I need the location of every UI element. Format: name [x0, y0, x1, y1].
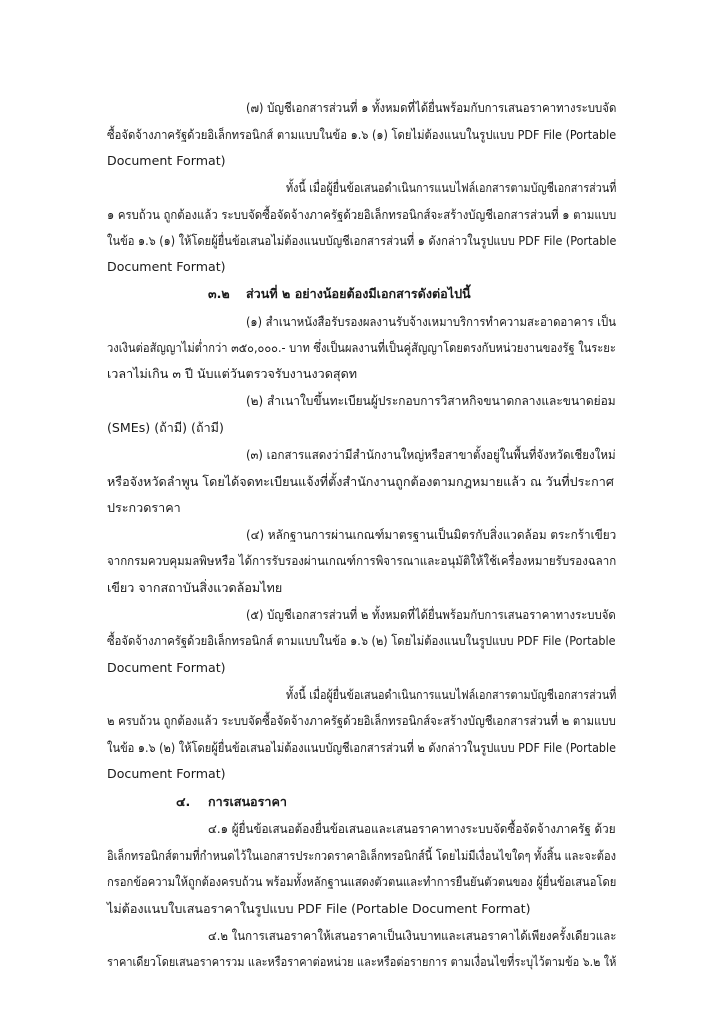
item-4-2-line-1: ๔.๒ ในการเสนอราคาให้เสนอราคาเป็นเงินบาทและเสนอราคาได้เพียงครั้งเดียวและ — [208, 928, 617, 943]
item-5-line-2: ซื้อจัดจ้างภาครัฐด้วยอิเล็กทรอนิกส์ ตามแบบในข้อ ๑.๖ (๒) โดยไม่ต้องแนบในรูปแบบ PDF File (Portable — [107, 633, 616, 648]
section-4-number: ๔. — [176, 794, 191, 809]
item-4-1-line-3: กรอกข้อความให้ถูกต้องครบถ้วน พร้อมทั้งหลักฐานแสดงตัวตนและทำการยืนยันตัวตนของ ผู้ยื่นข้อเสนอโดย — [107, 874, 617, 889]
item-4-line-1: (๔) หลักฐานการผ่านเกณฑ์มาตรฐานเป็นมิตรกับสิ่งแวดล้อม ตระกร้าเขียว — [246, 527, 617, 542]
item-4-2-line-2: ราคาเดียวโดยเสนอราคารวม และหรือราคาต่อหน่วย และหรือต่อรายการ ตามเงื่อนไขที่ระบุไว้ตามข้อ ๖.๒ ให้ — [107, 954, 617, 969]
item-7-line-1: (๗) บัญชีเอกสารส่วนที่ ๑ ทั้งหมดที่ได้ยื่นพร้อมกับการเสนอราคาทางระบบจัด — [246, 100, 617, 115]
part1-note-line-2: ๑ ครบถ้วน ถูกต้องแล้ว ระบบจัดซื้อจัดจ้างภาครัฐด้วยอิเล็กทรอนิกส์จะสร้างบัญชีเอกสารส่วนที่ ๑ ตามแบบ — [107, 207, 617, 222]
part2-note-line-4: Document Format) — [107, 766, 226, 781]
part2-note-line-1: ทั้งนี้ เมื่อผู้ยื่นข้อเสนอดำเนินการแนบไฟล์เอกสารตามบัญชีเอกสารส่วนที่ — [286, 687, 617, 702]
item-5-line-1: (๕) บัญชีเอกสารส่วนที่ ๒ ทั้งหมดที่ได้ยื่นพร้อมกับการเสนอราคาทางระบบจัด — [246, 607, 616, 622]
item-4-1-line-2: อิเล็กทรอนิกส์ตามที่กำหนดไว้ในเอกสารประกวดราคาอิเล็กทรอนิกส์นี้ โดยไม่มีเงื่อนไขใดๆ ทั้งสิ้น และจะต้อง — [107, 848, 617, 863]
item-5-line-3: Document Format) — [107, 660, 226, 675]
part2-note-line-2: ๒ ครบถ้วน ถูกต้องแล้ว ระบบจัดซื้อจัดจ้างภาครัฐด้วยอิเล็กทรอนิกส์จะสร้างบัญชีเอกสารส่วนที่ ๒ ตามแบบ — [107, 713, 616, 728]
section-3-2-heading: ส่วนที่ ๒ อย่างน้อยต้องมีเอกสารดังต่อไปนี้ — [246, 286, 471, 301]
section-4-heading: การเสนอราคา — [208, 794, 287, 809]
item-4-line-2: จากกรมควบคุมมลพิษหรือ ได้การรับรองผ่านเกณฑ์การพิจารณาและอนุมัติให้ใช้เครื่องหมายรับรองฉลาก — [107, 553, 617, 568]
item-3-line-3: ประกวดราคา — [107, 500, 181, 515]
item-7-line-3: Document Format) — [107, 153, 226, 168]
item-1-line-3: เวลาไม่เกิน ๓ ปี นับแต่วันตรวจรับงานงวดสุดท — [107, 366, 358, 381]
item-2-line-1: (๒) สำเนาใบขึ้นทะเบียนผู้ประกอบการวิสาหกิจขนาดกลางและขนาดย่อม — [246, 393, 616, 408]
part1-note-line-1: ทั้งนี้ เมื่อผู้ยื่นข้อเสนอดำเนินการแนบไฟล์เอกสารตามบัญชีเอกสารส่วนที่ — [286, 180, 617, 195]
part1-note-line-3: ในข้อ ๑.๖ (๑) ให้โดยผู้ยื่นข้อเสนอไม่ต้องแนบบัญชีเอกสารส่วนที่ ๑ ดังกล่าวในรูปแบบ PDF File (Portable — [107, 233, 617, 248]
part2-note-line-3: ในข้อ ๑.๖ (๒) ให้โดยผู้ยื่นข้อเสนอไม่ต้องแนบบัญชีเอกสารส่วนที่ ๒ ดังกล่าวในรูปแบบ PDF File (Portable — [107, 740, 616, 755]
item-1-line-1: (๑) สำเนาหนังสือรับรองผลงานรับจ้างเหมาบริการทำความสะอาดอาคาร เป็น — [246, 314, 616, 329]
section-3-2-number: ๓.๒ — [208, 286, 230, 301]
item-2-line-2: (SMEs) (ถ้ามี) (ถ้ามี) — [107, 420, 224, 435]
part1-note-line-4: Document Format) — [107, 259, 226, 274]
item-4-line-3: เขียว จากสถาบันสิ่งแวดล้อมไทย — [107, 580, 283, 595]
item-4-1-line-4: ไม่ต้องแนบใบเสนอราคาในรูปแบบ PDF File (Portable Document Format) — [107, 901, 531, 916]
item-7-line-2: ซื้อจัดจ้างภาครัฐด้วยอิเล็กทรอนิกส์ ตามแบบในข้อ ๑.๖ (๑) โดยไม่ต้องแนบในรูปแบบ PDF File (Portable — [107, 127, 617, 142]
item-3-line-1: (๓) เอกสารแสดงว่ามีสำนักงานใหญ่หรือสาขาตั้งอยู่ในพื้นที่จังหวัดเชียงใหม่ — [246, 447, 616, 462]
item-4-1-line-1: ๔.๑ ผู้ยื่นข้อเสนอต้องยื่นข้อเสนอและเสนอราคาทางระบบจัดซื้อจัดจ้างภาครัฐ ด้วย — [208, 821, 616, 836]
item-3-line-2: หรือจังหวัดลำพูน โดยได้จดทะเบียนแจ้งที่ตั้งสำนักงานถูกต้องตามกฎหมายแล้ว ณ วันที่ประกาศ — [107, 474, 614, 489]
item-1-line-2: วงเงินต่อสัญญาไม่ต่ำกว่า ๓๕๐,๐๐๐.- บาท ซึ่งเป็นผลงานที่เป็นคู่สัญญาโดยตรงกับหน่วยงานของรัฐ ในระยะ — [107, 340, 616, 355]
